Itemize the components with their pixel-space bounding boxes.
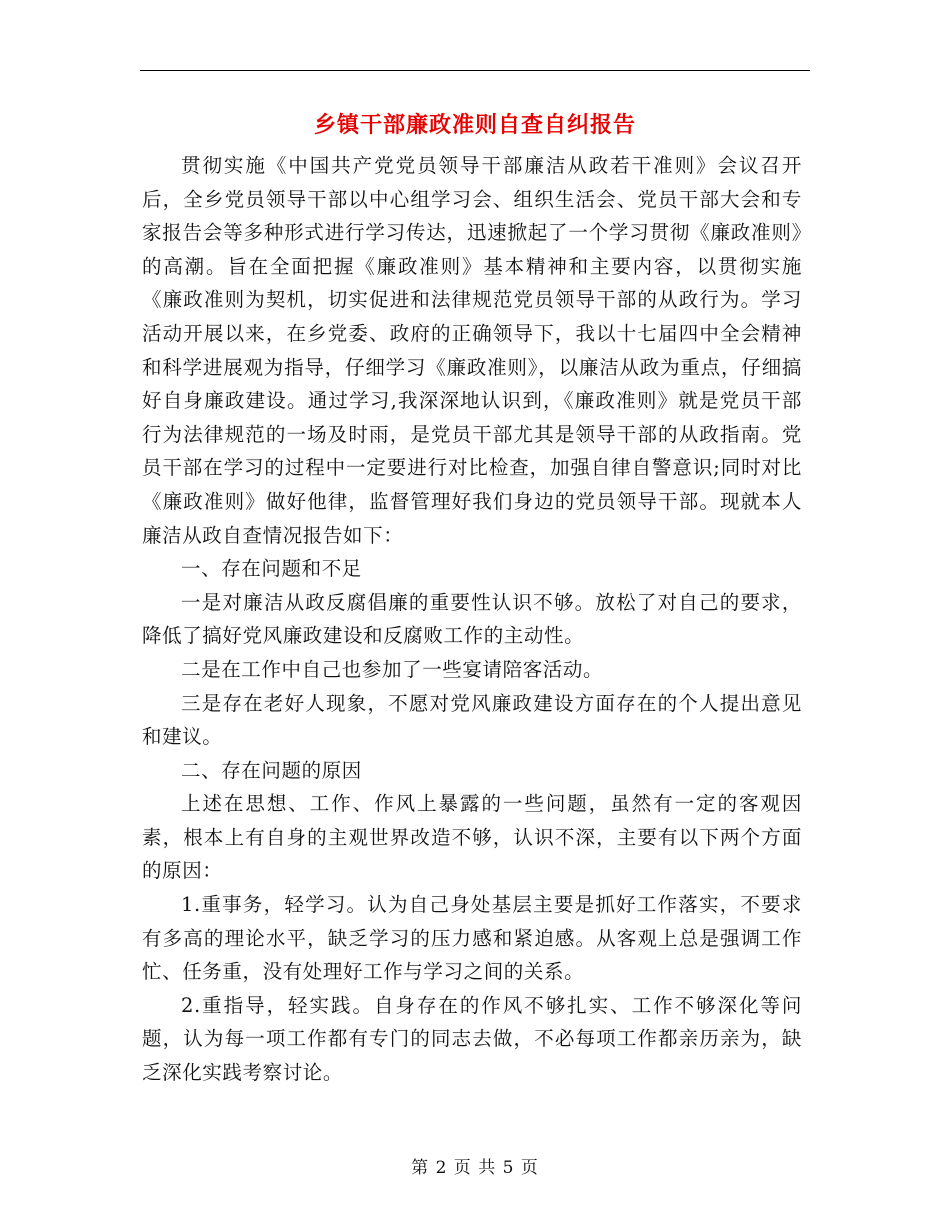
problem-item-3: 三是存在老好人现象，不愿对党风廉政建设方面存在的个人提出意见和建议。: [142, 691, 802, 749]
cause-item-1: 1.重事务，轻学习。认为自己身处基层主要是抓好工作落实，不要求有多高的理论水平，缺乏学习的压力感和紧迫感。从客观上总是强调工作忙、任务重，没有处理好工作与学习之间的关系。: [142, 893, 802, 984]
document-title: 乡镇干部廉政准则自查自纠报告: [313, 112, 636, 138]
causes-intro-paragraph: 上述在思想、工作、作风上暴露的一些问题，虽然有一定的客观因素，根本上有自身的主观世界改造不够，认识不深，主要有以下两个方面的原因：: [142, 792, 802, 883]
section-heading-causes: 二、存在问题的原因: [181, 758, 362, 782]
cause-item-2: 2.重指导，轻实践。自身存在的作风不够扎实、工作不够深化等问题，认为每一项工作都有专门的同志去做，不必每项工作都亲历亲为，缺乏深化实践考察讨论。: [142, 993, 802, 1085]
section-heading-problems: 一、存在问题和不足: [181, 557, 362, 581]
document-body: [142, 149, 802, 1090]
problem-item-2: 二是在工作中自己也参加了一些宴请陪客活动。: [181, 657, 604, 681]
intro-paragraph: 贯彻实施《中国共产党党员领导干部廉洁从政若干准则》会议召开后，全乡党员领导干部以中心组学习会、组织生活会、党员干部大会和专家报告会等多种形式进行学习传达，迅速掀起了一个学习贯彻《廉政准则》的高潮。旨在全面把握《廉政准则》基本精神和主要内容，以贯彻实施《廉政准则为契机，切实促进和法律规范党员领导干部的从政行为。学习活动开展以来，在乡党委、政府的正确领导下，我以十七届四中全会精神和科学进展观为指导，仔细学习《廉政准则》，以廉洁从政为重点，仔细搞好自身廉政建设。通过学习,我深深地认识到，《廉政准则》就是党员干部行为法律规范的一场及时雨，是党员干部尤其是领导干部的从政指南。党员干部在学习的过程中一定要进行对比检查，加强自律自警意识;同时对比《廉政准则》做好他律，监督管理好我们身边的党员领导干部。现就本人廉洁从政自查情况报告如下：: [142, 154, 802, 547]
header-rule: [140, 70, 810, 71]
page-number: 第 2 页 共 5 页: [411, 1158, 539, 1178]
problem-item-1: 一是对廉洁从政反腐倡廉的重要性认识不够。放松了对自己的要求，降低了搞好党风廉政建设和反腐败工作的主动性。: [142, 590, 802, 648]
